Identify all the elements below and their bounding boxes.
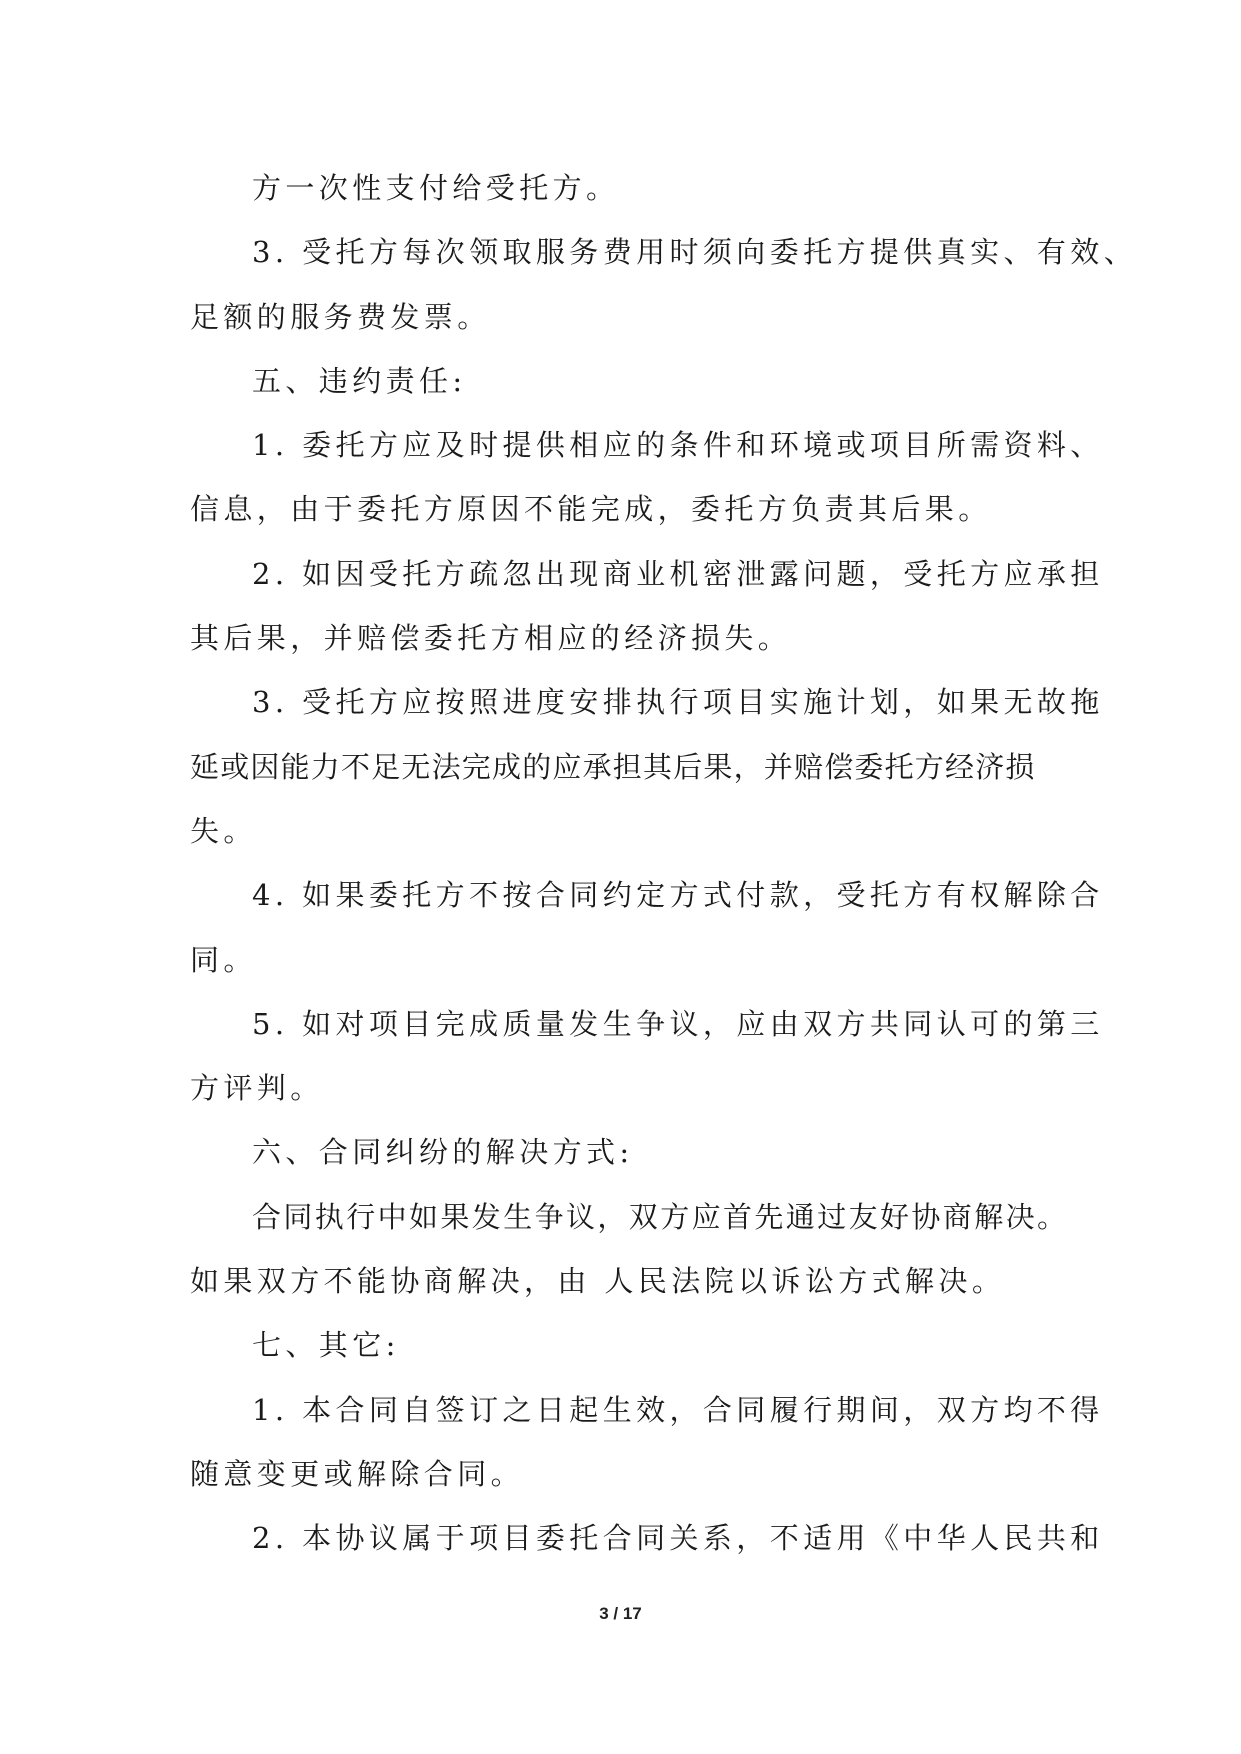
text-line: 1. 委托方应及时提供相应的条件和环境或项目所需资料、 bbox=[252, 428, 1104, 463]
text-line: 3. 受托方每次领取服务费用时须向委托方提供真实、有效、 bbox=[252, 235, 1138, 270]
text-line: 2. 本协议属于项目委托合同关系，不适用《中华人民共和 bbox=[252, 1521, 1104, 1556]
text-line: 合同执行中如果发生争议，双方应首先通过友好协商解决。 bbox=[252, 1199, 1069, 1234]
text-line: 3. 受托方应按照进度安排执行项目实施计划，如果无故拖 bbox=[252, 685, 1104, 720]
text-line: 失。 bbox=[190, 813, 257, 848]
text-line: 方评判。 bbox=[190, 1071, 324, 1106]
section-heading: 六、合同纠纷的解决方式: bbox=[252, 1135, 634, 1170]
text-line: 1. 本合同自签订之日起生效，合同履行期间，双方均不得 bbox=[252, 1392, 1104, 1427]
text-line: 延或因能力不足无法完成的应承担其后果，并赔偿委托方经济损 bbox=[190, 749, 1036, 784]
text-line: 同。 bbox=[190, 942, 257, 977]
text-line: 其后果，并赔偿委托方相应的经济损失。 bbox=[190, 621, 792, 656]
text-line: 4. 如果委托方不按合同约定方式付款，受托方有权解除合 bbox=[252, 878, 1104, 913]
document-body bbox=[190, 156, 1138, 1571]
section-heading: 七、其它: bbox=[252, 1328, 400, 1363]
text-line: 2. 如因受托方疏忽出现商业机密泄露问题，受托方应承担 bbox=[252, 556, 1104, 591]
page-number: 3 / 17 bbox=[599, 1604, 642, 1623]
text-line: 足额的服务费发票。 bbox=[190, 299, 491, 334]
text-line: 方一次性支付给受托方。 bbox=[252, 171, 620, 205]
text-line: 如果双方不能协商解决，由 人民法院以诉讼方式解决。 bbox=[190, 1264, 1006, 1299]
text-line: 信息，由于委托方原因不能完成，委托方负责其后果。 bbox=[190, 492, 992, 527]
text-line: 5. 如对项目完成质量发生争议，应由双方共同认可的第三 bbox=[252, 1006, 1104, 1041]
text-line: 随意变更或解除合同。 bbox=[190, 1456, 525, 1491]
section-heading: 五、违约责任: bbox=[252, 363, 467, 398]
